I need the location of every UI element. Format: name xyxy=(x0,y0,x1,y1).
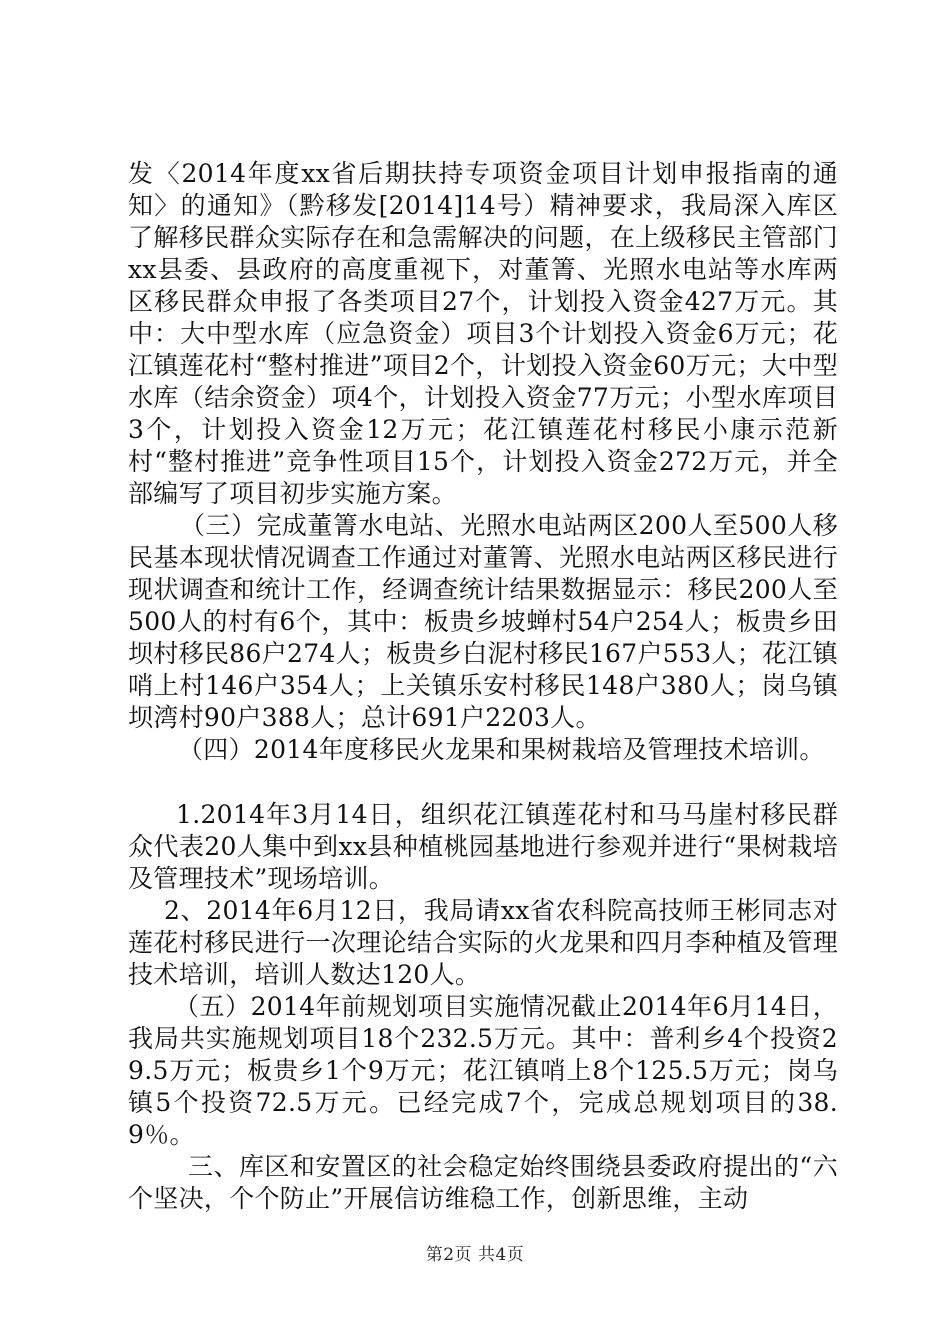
paragraph-training-item-2: 2、2014年6月12日，我局请xx省农科院高技师王彬同志对莲花村移民进行一次理论结合实际的火龙果和四月李种植及管理技术培训，培训人数达120人。 xyxy=(128,896,838,989)
paragraph-section-three-survey: （三）完成董箐水电站、光照水电站两区200人至500人移民基本现状情况调查工作通过对董箐、光照水电站两区移民进行现状调查和统计工作，经调查统计结果数据显示：移民200人至500人的村有6个，其中：板贵乡坡蝉村54户254人；板贵乡田坝村移民86户274人；板贵乡白泥村移民167户553人；花江镇哨上村146户354人；上关镇乐安村移民148户380人；岗乌镇坝湾村90户388人；总计691户2203人。 xyxy=(128,511,838,732)
paragraph-training-item-1: 1.2014年3月14日，组织花江镇莲花村和马马崖村移民群众代表20人集中到xx县种植桃园基地进行参观并进行“果树栽培及管理技术”现场培训。 xyxy=(128,800,838,893)
document-body xyxy=(128,158,838,1215)
paragraph-section-five-implementation: （五）2014年前规划项目实施情况截止2014年6月14日，我局共实施规划项目18个232.5万元。其中：普利乡4个投资29.5万元；板贵乡1个9万元；花江镇哨上8个125.5万元；岗乌镇5个投资72.5万元。已经完成7个，完成总规划项目的38.9％。 xyxy=(128,992,838,1149)
paragraph-section-four-heading: （四）2014年度移民火龙果和果树栽培及管理技术培训。 xyxy=(178,735,825,764)
paragraph-project-application: 发〈2014年度xx省后期扶持专项资金项目计划申报指南的通知〉的通知》（黔移发[2014]14号）精神要求，我局深入库区了解移民群众实际存在和急需解决的问题，在上级移民主管部门xx县委、县政府的高度重视下，对董箐、光照水电站等水库两区移民群众申报了各类项目27个，计划投入资金427万元。其中：大中型水库（应急资金）项目3个计划投入资金6万元；花江镇莲花村“整村推进”项目2个，计划投入资金60万元；大中型水库（结余资金）项4个，计划投入资金77万元；小型水库项目3个，计划投入资金12万元；花江镇莲花村移民小康示范新村“整村推进”竞争性项目15个，计划投入资金272万元，并全部编写了项目初步实施方案。 xyxy=(128,159,838,508)
page-number-footer: 第2页 共4页 xyxy=(425,1245,525,1265)
paragraph-social-stability: 三、库区和安置区的社会稳定始终围绕县委政府提出的“六个坚决，个个防止”开展信访维稳工作，创新思维，主动 xyxy=(128,1152,838,1213)
